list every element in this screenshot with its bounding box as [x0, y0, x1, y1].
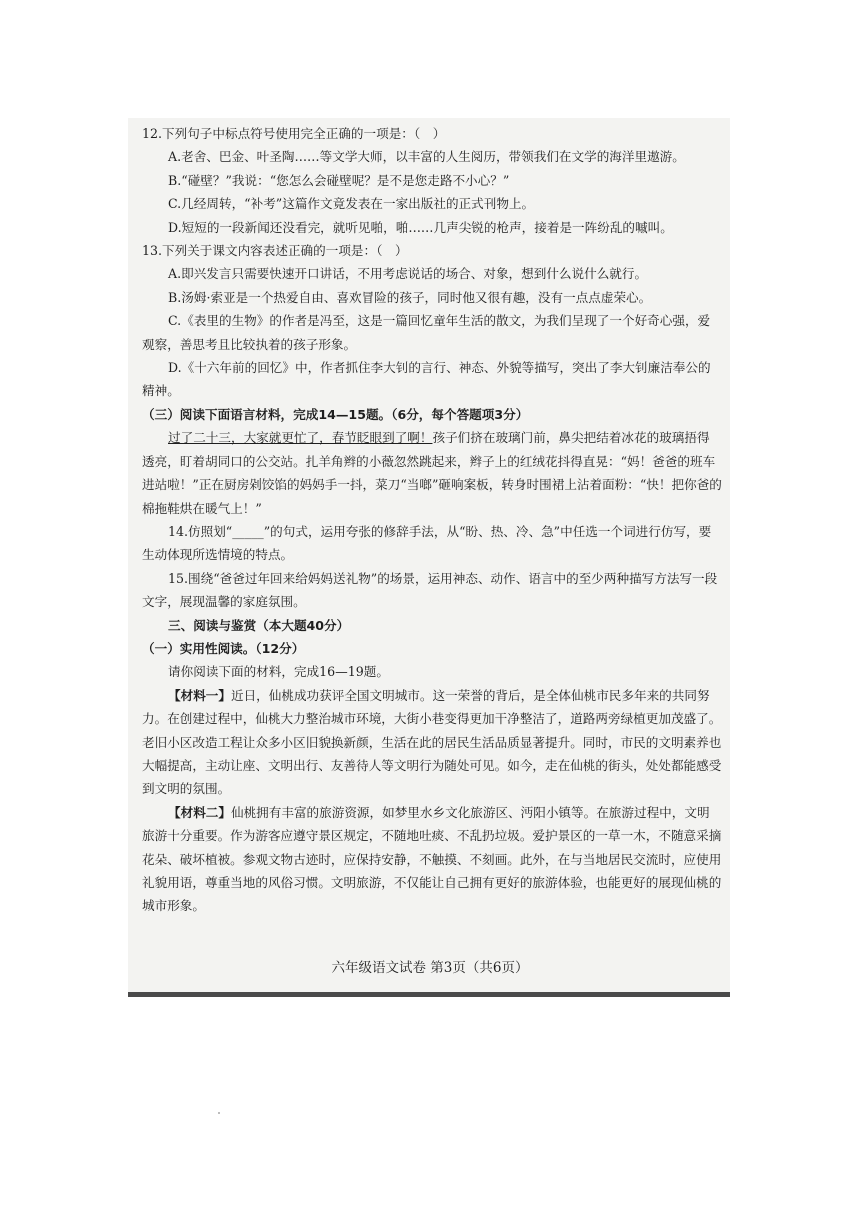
question-12-option-b: B.“碰壁？”我说：“您怎么会碰壁呢？是不是您走路不小心？”: [168, 172, 510, 188]
question-15: 15.围绕“爸爸过年回来给妈妈送礼物”的场景，运用神态、动作、语言中的至少两种描写方法写一段文字，展现温馨的家庭氛围。: [142, 570, 718, 610]
material-1-text: 近日，仙桃成功获评全国文明城市。这一荣誉的背后，是全体仙桃市民多年来的共同努力。在创建过程中，仙桃大力整治城市环境，大街小巷变得更加干净整洁了，道路两旁绿植更加茂盛了。老旧小区改造工程让众多小区旧貌换新颜，生活在此的居民生活品质显著提升。同时，市民的文明素养也大幅提高，主动让座、文明出行、友善待人等文明行为随处可见。如今，走在仙桃的街头，处处都能感受到文明的氛围。: [142, 687, 722, 797]
practical-reading-heading: （一）实用性阅读。（12分）: [142, 640, 305, 656]
section-3-passage: [142, 426, 722, 520]
passage-rest: 孩子们挤在玻璃门前，鼻尖把结着冰花的玻璃捂得透亮，盯着胡同口的公交站。扎羊角辫的小薇忽然跳起来，辫子上的红绒花抖得直晃：“妈！爸爸的班车进站啦！”正在厨房剁饺馅的妈妈手一抖，菜刀“当啷”砸响案板，转身时围裙上沾着面粉：“快！把你爸的棉拖鞋烘在暖气上！”: [142, 430, 722, 516]
question-13-option-c: C.《表里的生物》的作者是冯至，这是一篇回忆童年生活的散文，为我们呈现了一个好奇心强，爱观察，善思考且比较执着的孩子形象。: [142, 313, 711, 352]
page-footer: 六年级语文试卷 第3页（共6页）: [331, 960, 529, 976]
reading-instruction: 请你阅读下面的材料，完成16—19题。: [168, 664, 389, 680]
question-12-option-a: A.老舍、巴金、叶圣陶……等文学大师，以丰富的人生阅历，带领我们在文学的海洋里遨游。: [168, 149, 685, 165]
question-13-stem: 13.下列关于课文内容表述正确的一项是：（ ）: [142, 243, 408, 259]
section-3-heading: （三）阅读下面语言材料，完成14—15题。（6分，每个答题项3分）: [142, 406, 529, 422]
passage-underlined-sentence: 过了二十三，大家就更忙了，春节眨眼到了啊！: [168, 430, 433, 446]
material-2-text: 仙桃拥有丰富的旅游资源，如梦里水乡文化旅游区、沔阳小镇等。在旅游过程中，文明旅游十分重要。作为游客应遵守景区规定，不随地吐痰、不乱扔垃圾。爱护景区的一草一木，不随意采摘花朵、破坏植被。参观文物古迹时，应保持安静，不触摸、不刻画。此外，在与当地居民交流时，应使用礼貌用语，尊重当地的风俗习惯。文明旅游，不仅能让自己拥有更好的旅游体验，也能更好的展现仙桃的城市形象。: [142, 804, 722, 914]
question-13-option-a: A.即兴发言只需要快速开口讲话，不用考虑说话的场合、对象，想到什么说什么就行。: [168, 266, 648, 282]
question-13-option-b: B.汤姆·索亚是一个热爱自由、喜欢冒险的孩子，同时他又很有趣，没有一点点虚荣心。: [168, 289, 652, 305]
material-1: [142, 684, 722, 801]
scan-speck: [218, 1112, 220, 1114]
question-12-option-c: C.几经周转，“补考”这篇作文竟发表在一家出版社的正式刊物上。: [168, 196, 535, 212]
question-13-option-d: D.《十六年前的回忆》中，作者抓住李大钊的言行、神态、外貌等描写，突出了李大钊廉洁奉公的精神。: [142, 360, 711, 399]
material-2-label: 【材料二】: [168, 804, 231, 820]
material-2: [142, 801, 722, 918]
exam-content: [142, 122, 722, 918]
question-12-option-d: D.短短的一段新闻还没看完，就听见啪，啪……几声尖锐的枪声，接着是一阵纷乱的嘁叫。: [168, 219, 673, 235]
scan-edge-bar: [128, 992, 730, 997]
material-1-label: 【材料一】: [168, 687, 231, 703]
question-12-stem: 12.下列句子中标点符号使用完全正确的一项是：（ ）: [142, 126, 446, 141]
part-3-heading: 三、阅读与鉴赏（本大题40分）: [168, 617, 350, 633]
question-14: 14.仿照划“_____”的句式，运用夸张的修辞手法，从“盼、热、冷、急”中任选一个词进行仿写，要生动体现所选情境的特点。: [142, 523, 712, 563]
